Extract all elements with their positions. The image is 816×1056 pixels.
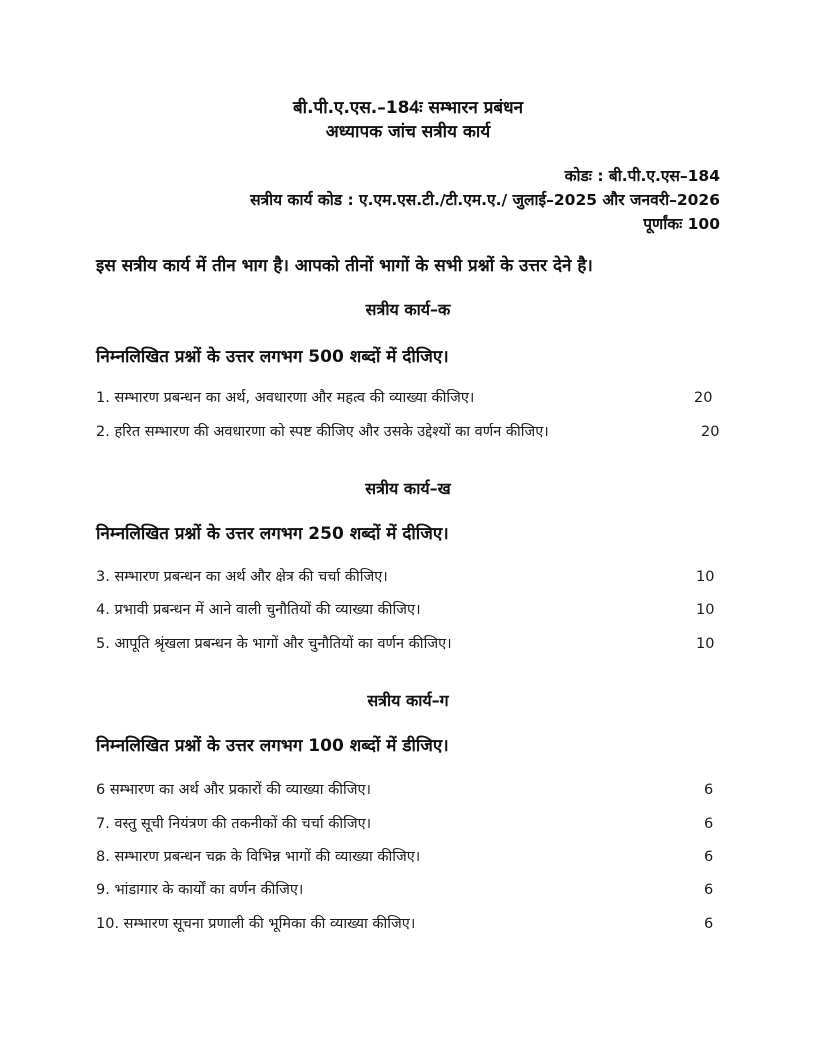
question-row	[96, 598, 716, 622]
section-c-instruction: निम्नलिखित प्रश्नों के उत्तर लगभग 100 शब्दों में डीजिए।	[96, 736, 449, 756]
question-marks: 6	[704, 816, 714, 832]
question-marks: 10	[696, 569, 715, 585]
section-b-instruction: निम्नलिखित प्रश्नों के उत्तर लगभग 250 शब्दों में दीजिए।	[96, 524, 449, 544]
question-row	[96, 878, 716, 902]
question-marks: 6	[704, 916, 714, 932]
question-text: 8. सम्भारण प्रबन्धन चक्र के विभिन्न भागों की व्याख्या कीजिए।	[96, 849, 421, 865]
question-row	[96, 845, 716, 869]
question-row	[96, 812, 716, 836]
question-marks: 6	[704, 849, 714, 865]
question-row	[96, 420, 720, 444]
question-marks: 10	[696, 602, 715, 618]
question-text: 5. आपूति श्रृंखला प्रबन्धन के भागों और चुनौतियों का वर्णन कीजिए।	[96, 636, 452, 652]
question-row	[96, 386, 716, 410]
general-instruction: इस सत्रीय कार्य में तीन भाग है। आपको तीनों भागों के सभी प्रश्नों के उत्तर देने है।	[96, 256, 593, 276]
question-text: 10. सम्भारण सूचना प्रणाली की भूमिका की व्याख्या कीजिए।	[96, 916, 416, 932]
question-text: 2. हरित सम्भारण की अवधारणा को स्पष्ट कीजिए और उसके उद्देश्यों का वर्णन कीजिए।	[96, 424, 549, 440]
assignment-meta	[250, 164, 720, 236]
question-text: 7. वस्तु सूची नियंत्रण की तकनीकों की चर्चा कीजिए।	[96, 816, 372, 832]
question-marks: 6	[704, 782, 714, 798]
question-text: 3. सम्भारण प्रबन्धन का अर्थ और क्षेत्र की चर्चा कीजिए।	[96, 569, 388, 585]
question-row	[96, 632, 716, 656]
assignment-title: अध्यापक जांच सत्रीय कार्य	[325, 122, 491, 142]
section-a-title: सत्रीय कार्य–क	[365, 300, 451, 319]
question-text: 1. सम्भारण प्रबन्धन का अर्थ, अवधारणा और महत्व की व्याख्या कीजिए।	[96, 390, 475, 406]
question-row	[96, 565, 716, 589]
max-marks: पूर्णांकः 100	[643, 215, 720, 233]
section-b-title: सत्रीय कार्य–ख	[365, 479, 451, 498]
question-row	[96, 912, 716, 936]
question-text: 4. प्रभावी प्रबन्धन में आने वाली चुनौतियों की व्याख्या कीजिए।	[96, 602, 421, 618]
question-marks: 20	[694, 390, 713, 406]
course-code: कोडः : बी.पी.ए.एस–184	[564, 167, 720, 185]
question-row	[96, 778, 716, 802]
course-title: बी.पी.ए.एस.–184ः सम्भारन प्रबंधन	[292, 98, 524, 118]
section-c-title: सत्रीय कार्य–ग	[367, 691, 449, 710]
assignment-code: सत्रीय कार्य कोड : ए.एम.एस.टी./टी.एम.ए./ जुलाई–2025 और जनवरी–2026	[250, 191, 720, 209]
document-title	[0, 96, 816, 144]
section-a-instruction: निम्नलिखित प्रश्नों के उत्तर लगभग 500 शब्दों में दीजिए।	[96, 347, 449, 367]
question-marks: 6	[704, 882, 714, 898]
question-marks: 20	[701, 424, 720, 440]
question-text: 9. भांडागार के कार्यों का वर्णन कीजिए।	[96, 882, 304, 898]
question-text: 6 सम्भारण का अर्थ और प्रकारों की व्याख्या कीजिए।	[96, 782, 372, 798]
question-marks: 10	[696, 636, 715, 652]
